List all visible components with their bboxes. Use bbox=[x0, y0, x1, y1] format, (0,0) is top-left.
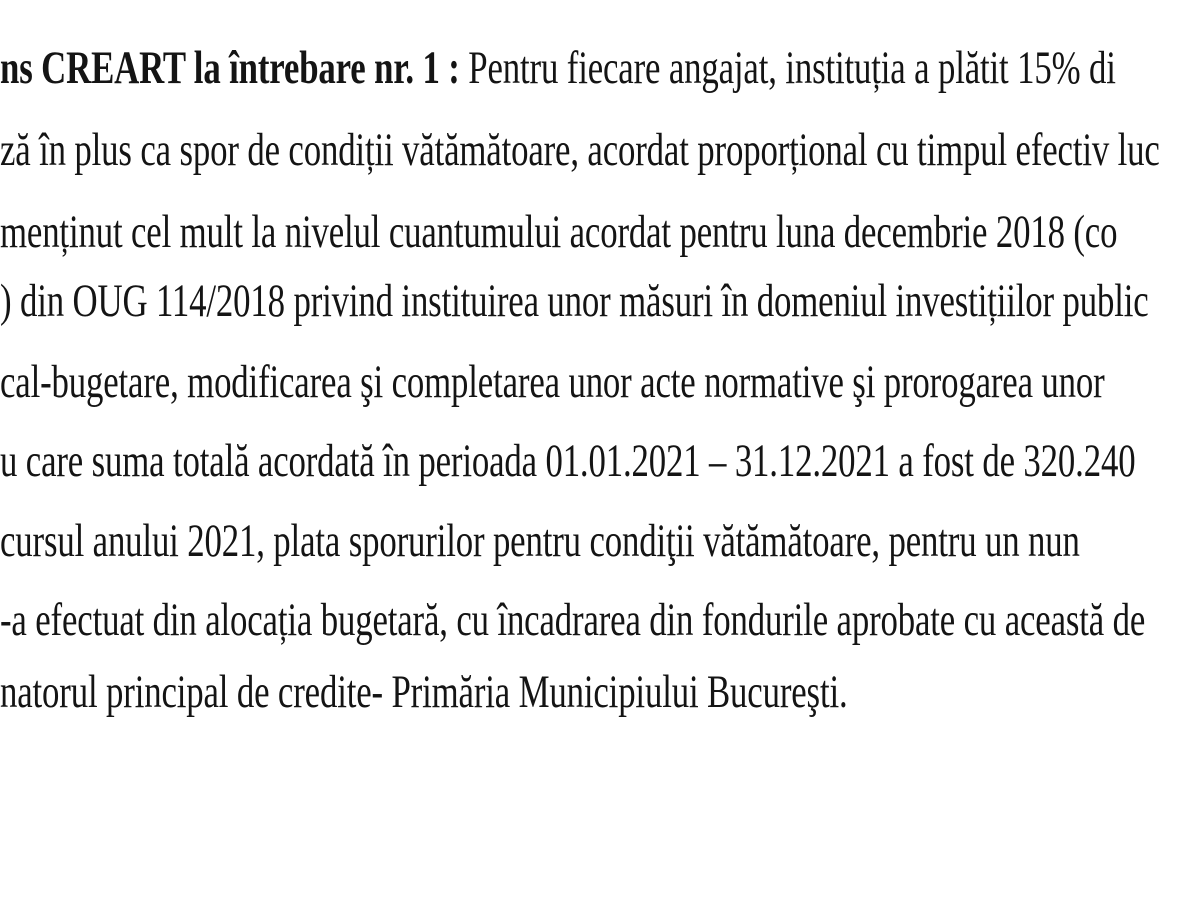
document-line-8: -a efectuat din alocația bugetară, cu încadrarea din fondurile aprobate cu această de bbox=[0, 594, 1146, 646]
line-text: Pentru fiecare angajat, instituția a plătit 15% di bbox=[459, 42, 1116, 94]
document-line-4: ) din OUG 114/2018 privind instituirea unor măsuri în domeniul investițiilor public bbox=[0, 275, 1149, 327]
document-line-3: menținut cel mult la nivelul cuantumului acordat pentru luna decembrie 2018 (co bbox=[0, 206, 1118, 258]
document-line-1 bbox=[0, 42, 1116, 94]
document-line-7: cursul anului 2021, plata sporurilor pentru condiţii vătămătoare, pentru un nun bbox=[0, 515, 1080, 567]
document-line-2: ză în plus ca spor de condiții vătămătoare, acordat proporțional cu timpul efectiv luc bbox=[0, 124, 1160, 176]
document-line-6: u care suma totală acordată în perioada 01.01.2021 – 31.12.2021 a fost de 320.240 bbox=[0, 435, 1136, 487]
answer-heading: ns CREART la întrebare nr. 1 : bbox=[0, 42, 460, 94]
document-line-9: natorul principal de credite- Primăria Municipiului Bucureşti. bbox=[0, 666, 848, 718]
document-line-5: cal-bugetare, modificarea şi completarea unor acte normative şi prorogarea unor bbox=[0, 356, 1105, 408]
